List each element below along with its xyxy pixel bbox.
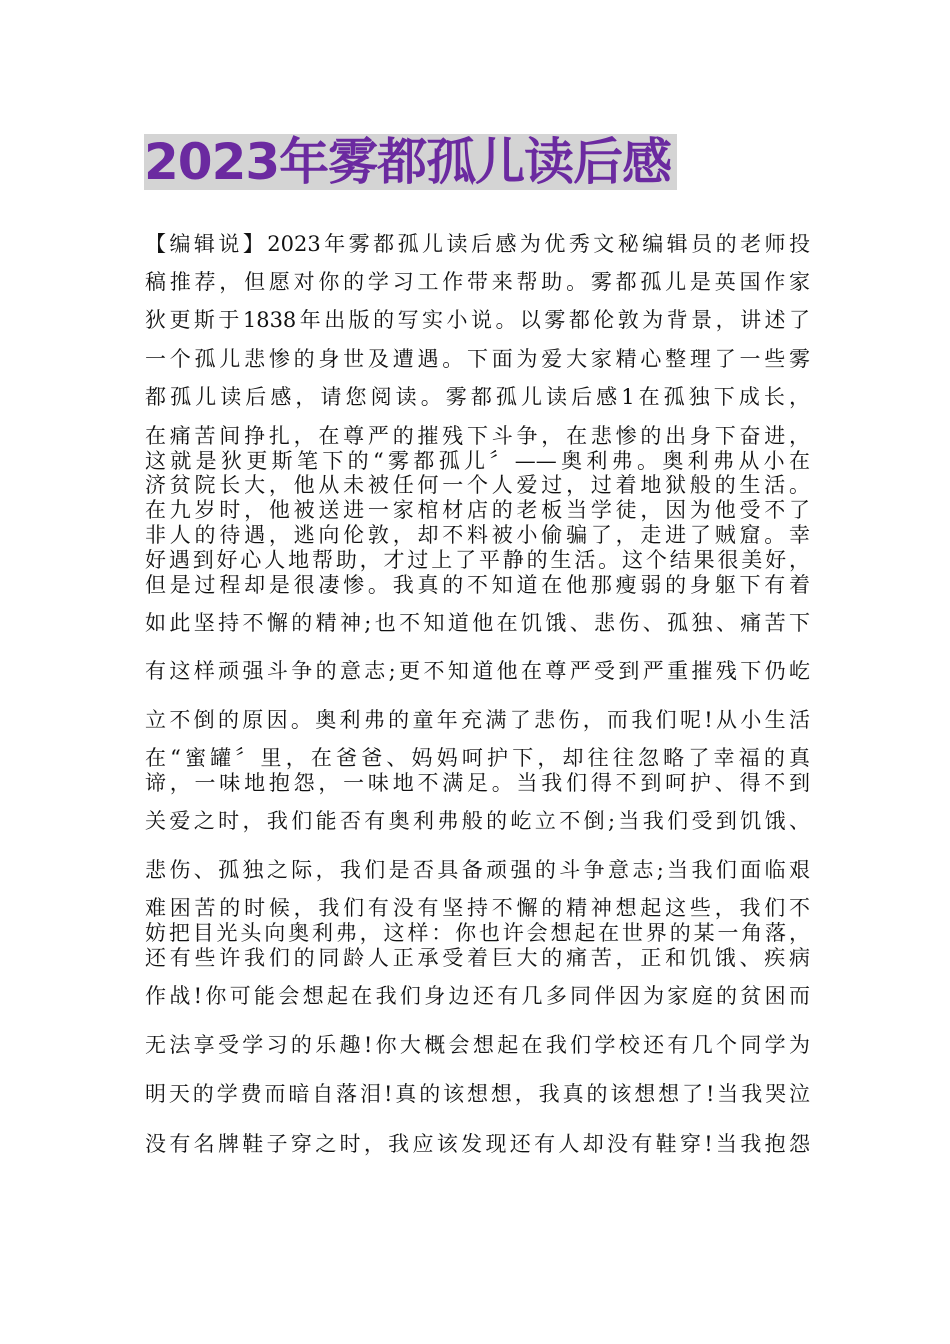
text-line: 狄更斯于1838年出版的写实小说。以雾都伦敦为背景，讲述了 <box>145 308 810 332</box>
text-line: 悲伤、孤独之际，我们是否具备顽强的斗争意志;当我们面临艰 <box>145 858 810 882</box>
text-line: 在“蜜罐〞里，在爸爸、妈妈呵护下，却往往忽略了幸福的真 <box>145 746 810 770</box>
text-line: 但是过程却是很凄惨。我真的不知道在他那瘦弱的身躯下有着 <box>145 573 810 597</box>
text-line: 没有名牌鞋子穿之时，我应该发现还有人却没有鞋穿!当我抱怨 <box>145 1132 810 1156</box>
text-line: 这就是狄更斯笔下的“雾都孤儿〞——奥利弗。奥利弗从小在 <box>145 449 810 473</box>
text-line: 还有些许我们的同龄人正承受着巨大的痛苦，正和饥饿、疾病 <box>145 946 810 970</box>
text-line: 明天的学费而暗自落泪!真的该想想，我真的该想想了!当我哭泣 <box>145 1082 810 1106</box>
text-line: 有这样顽强斗争的意志;更不知道他在尊严受到严重摧残下仍屹 <box>145 659 810 683</box>
text-line: 好遇到好心人地帮助，才过上了平静的生活。这个结果很美好， <box>145 548 810 572</box>
text-line: 无法享受学习的乐趣!你大概会想起在我们学校还有几个同学为 <box>145 1033 810 1057</box>
text-line: 稿推荐，但愿对你的学习工作带来帮助。雾都孤儿是英国作家 <box>145 270 810 294</box>
text-line: 非人的待遇，逃向伦敦，却不料被小偷骗了，走进了贼窟。幸 <box>145 523 810 547</box>
text-line: 在痛苦间挣扎，在尊严的摧残下斗争，在悲惨的出身下奋进， <box>145 424 810 448</box>
text-line: 作战!你可能会想起在我们身边还有几多同伴因为家庭的贫困而 <box>145 984 810 1008</box>
text-line: 都孤儿读后感，请您阅读。雾都孤儿读后感1在孤独下成长， <box>145 385 810 409</box>
text-line: 立不倒的原因。奥利弗的童年充满了悲伤，而我们呢!从小生活 <box>145 708 810 732</box>
text-line: 谛，一味地抱怨，一味地不满足。当我们得不到呵护、得不到 <box>145 771 810 795</box>
page-title: 2023年雾都孤儿读后感 <box>144 134 677 190</box>
text-line: 济贫院长大，他从未被任何一个人爱过，过着地狱般的生活。 <box>145 473 810 497</box>
text-line: 在九岁时，他被送进一家棺材店的老板当学徒，因为他受不了 <box>145 498 810 522</box>
text-line: 妨把目光头向奥利弗，这样：你也许会想起在世界的某一角落， <box>145 921 810 945</box>
text-line: 如此坚持不懈的精神;也不知道他在饥饿、悲伤、孤独、痛苦下 <box>145 611 810 635</box>
text-line: 关爱之时，我们能否有奥利弗般的屹立不倒;当我们受到饥饿、 <box>145 809 810 833</box>
text-line: 难困苦的时候，我们有没有坚持不懈的精神想起这些，我们不 <box>145 896 810 920</box>
text-line: 一个孤儿悲惨的身世及遭遇。下面为爱大家精心整理了一些雾 <box>145 347 810 371</box>
text-line: 【编辑说】2023年雾都孤儿读后感为优秀文秘编辑员的老师投 <box>145 232 810 256</box>
